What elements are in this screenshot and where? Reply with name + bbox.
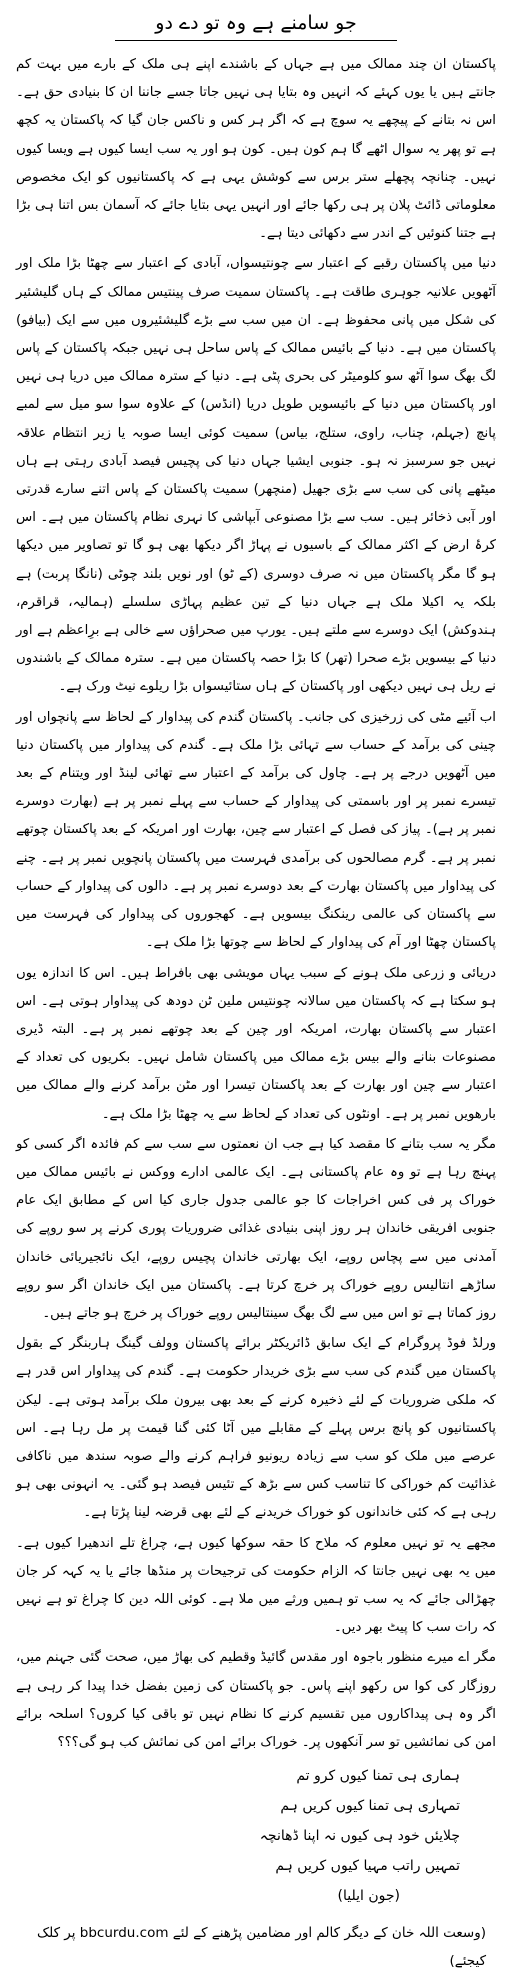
article-paragraph-7: مجھے یہ تو نہیں معلوم کہ ملاح کا حقہ سوکھا کیوں ہے، چراغ تلے اندھیرا کیوں ہے۔ میں یہ بھی نہیں جانتا کہ الزام حکومت کی ترجیحات پر منڈھا جائے یا یہ کہہ کر جان چھڑالی جائے کہ یہ سب تو ہمیں ورثے میں ملا ہے۔ کوئی اللہ دین کا چراغ تو ہے نہیں کہ رات سب کا پیٹ بھر دیں۔ xyxy=(16,1535,496,1636)
article-paragraph-1: پاکستان ان چند ممالک میں ہے جہاں کے باشندے اپنے ہی ملک کے بارے میں بہت کم جانتے ہیں یا یوں کہئے کہ انہیں وہ بتایا ہی نہیں جاتا جسے جاننا ان کا بنیادی حق ہے۔ اس نہ بتانے کے پیچھے یہ سوچ ہے کہ اگر ہر کس و ناکس جان گیا کہ پاکستان یہ کچھ ہے تو پھر یہ سوال اٹھے گا ہم کون ہیں۔ کون ہو اور یہ سب ایسا کیوں ہے ویسا کیوں نہیں۔ چنانچہ پچھلے ستر برس سے کوشش یہی ہے کہ پاکستانیوں کو ایک مخصوص معلوماتی ڈائٹ پلان پر ہی رکھا جائے اور انہیں یہی بتایا جائے کہ آسمان بس اتنا ہی بڑا ہے جتنا کنوئیں کے اندر سے دکھائی دیتا ہے۔ xyxy=(16,57,496,242)
article-paragraph-2: دنیا میں پاکستان رقبے کے اعتبار سے چونتیسواں، آبادی کے اعتبار سے چھٹا بڑا ملک اور آٹھویں علانیہ جوہری طاقت ہے۔ پاکستان سمیت صرف پینتیس ممالک کے ہاں گلیشئیر کی شکل میں پانی محفوظ ہے۔ ان میں سب سے بڑے گلیشئیروں میں سے ایک (بیافو) پاکستان میں ہے۔ دنیا کے بائیس ممالک کے پاس ساحل ہی نہیں جبکہ پاکستان کے پاس لگ بھگ سوا آٹھ سو کلومیٹر کی بحری پٹی ہے۔ دنیا کے سترہ ممالک میں دریا ہی نہیں اور پاکستان میں دنیا کے بائیسویں طویل دریا (انڈس) کے علاوہ سوا سو میل سے لمبے پانچ (جہلم، چناب، راوی، ستلج، بیاس) سمیت کوئی ایسا صوبہ یا زیر انتظام علاقہ نہیں جو سرسبز نہ ہو۔ جنوبی ایشیا جہاں دنیا کی پچیس فیصد آبادی رہتی ہے ہاں میٹھے پانی کی سب سے بڑی جھیل (منچھر) سمیت پاکستان کے پاس اتنے سارے قدرتی اور آبی ذخائر ہیں۔ سب سے بڑا مصنوعی آبپاشی کا نہری نظام پاکستان میں ہے۔ اس کرۂ ارض کے اکثر ممالک کے باسیوں نے پہاڑ اگر دیکھا بھی ہو گا تو تصاویر میں دیکھا ہو گا مگر پاکستان میں نہ صرف دوسری (کے ٹو) اور نویں بلند چوٹی (نانگا پربت) ہے بلکہ یہ اکیلا ملک ہے جہاں دنیا کے تین عظیم پہاڑی سلسلے (ہمالیہ، قراقرم، ہندوکش) ایک دوسرے سے ملتے ہیں۔ یورپ میں صحراؤں سے خالی ہے برِاعظم ہے اور دنیا کے بیسویں بڑے صحرا (تھر) کا بڑا حصہ پاکستان میں ہے۔ سترہ ممالک کے باشندوں نے ریل ہی نہیں دیکھی اور پاکستان کے ہاں ستائیسواں بڑا ریلوے نیٹ ورک ہے۔ xyxy=(16,256,496,695)
poem-line: تمہیں راتب مہیا کیوں کریں ہم xyxy=(275,1858,460,1875)
poem-line: ہماری ہی تمنا کیوں کرو تم xyxy=(296,1768,460,1785)
article-paragraph-8: مگر اے میرے منظور باجوہ اور مقدس گائیڈ وقطیم کی بھاڑ میں، صحت گئی جہنم میں، روزگار کی کوا س رکھو اپنے پاس۔ جو پاکستان کی زمین بفضل خدا پیدا کر رہی ہے اگر وہ ہی پیداکاروں میں تقسیم کرنے کا نظام نہیں تو باقی کیا کروں؟ اسلحہ برائے امن کی نمائشیں تو سر آنکھوں پر۔ خوراک برائے امن کی نمائش کب ہو گی؟؟؟ xyxy=(16,1650,496,1750)
footer-note xyxy=(16,1919,496,1975)
article-paragraph-6: ورلڈ فوڈ پروگرام کے ایک سابق ڈائریکٹر برائے پاکستان وولف گینگ ہاربنگر کے بقول پاکستان میں گندم کی سب سے بڑی خریدار حکومت ہے۔ گندم کی پیداوار اس قدر ہے کہ ملکی ضروریات کے لئے ذخیرہ کرنے کے بعد بھی بیرون ملک برآمد ہوتی ہے۔ لیکن پاکستانیوں کو پانچ برس پہلے کے مقابلے میں آٹا کئی گنا قیمت پر مل رہا ہے۔ اس عرصے میں ملک کو سب سے زیادہ ریونیو فراہم کرنے والے صوبہ سندھ میں ناکافی غذائیت کم خوراکی کا تناسب کس سے بڑھ کے تئیس فیصد ہو گئی۔ یہ انہونی بھی ہو رہی ہے کہ کئی خاندانوں کو خوراک خریدنے کے لئے بھی قرضہ لینا پڑتا ہے۔ xyxy=(16,1336,496,1521)
article-body xyxy=(16,51,496,1757)
headline-container xyxy=(16,10,496,41)
footer-link[interactable]: bbcurdu.com xyxy=(79,1925,169,1942)
article-paragraph-4: دریائی و زرعی ملک ہونے کے سبب یہاں مویشی بھی بافراط ہیں۔ اس کا اندازہ یوں ہو سکتا ہے کہ پاکستان میں سالانہ چونتیس ملین ٹن دودھ کی پیداوار ہوتی ہے۔ اس اعتبار سے پاکستان بھارت، امریکہ اور چین کے بعد چوتھے نمبر پر ہے۔ البتہ ڈیری مصنوعات بنانے والے بیس بڑے ممالک میں پاکستان شامل نہیں۔ بکریوں کی تعداد کے اعتبار سے چین اور بھارت کے بعد پاکستان تیسرا اور مٹن برآمد کرنے والے ممالک میں بارھویں نمبر پر ہے۔ اونٹوں کی تعداد کے لحاظ سے یہ چھٹا بڑا ملک ہے۔ xyxy=(16,965,496,1122)
footer-prefix: (وسعت اللہ خان کے دیگر کالم اور مضامین پڑھنے کے لئے xyxy=(172,1925,486,1942)
poem-author: (جون ایلیا) xyxy=(337,1888,400,1905)
poem-line: تمہاری ہی تمنا کیوں کریں ہم xyxy=(280,1798,460,1815)
article-paragraph-3: اب آئیے مٹی کی زرخیزی کی جانب۔ پاکستان گندم کی پیداوار کے لحاظ سے پانچواں اور چینی کی برآمد کے حساب سے تہائی بڑا ملک ہے۔ گندم کی پیداوار میں پاکستان دنیا میں آٹھویں درجے پر ہے۔ چاول کی برآمد کے اعتبار سے تھائی لینڈ اور ویتنام کے بعد تیسرے نمبر پر اور باسمتی کی پیداوار کے حساب سے پہلے نمبر پر ہے (بھارت دوسرے نمبر پر ہے)۔ پیاز کی فصل کے اعتبار سے چین، بھارت اور امریکہ کے بعد پاکستان چوتھے نمبر پر ہے۔ گرم مصالحوں کی برآمدی فہرست میں پاکستان پانچویں نمبر پر ہے۔ چنے کی پیداوار میں پاکستان بھارت کے بعد دوسرے نمبر پر ہے۔ دالوں کی پیداوار کے حساب سے پاکستان کی عالمی رینکنگ بیسویں ہے۔ کھجوروں کی پیداوار کی فہرست میں پاکستان چھٹا اور آم کی پیداوار کے لحاظ سے چوتھا بڑا ملک ہے۔ xyxy=(16,709,496,951)
poem-line: چلایئں خود ہی کیوں نہ اپنا ڈھانچہ xyxy=(259,1828,460,1845)
poem-block xyxy=(16,1761,496,1911)
article-paragraph-5: مگر یہ سب بتانے کا مقصد کیا ہے جب ان نعمتوں سے سب سے کم فائدہ اگر کسی کو پہنچ رہا ہے تو وہ عام پاکستانی ہے۔ ایک عالمی ادارے ووکس نے بائیس ممالک میں خوراک پر فی کس اخراجات کا جو عالمی جدول جاری کیا اس کے مطابق ایک عام جنوبی افریقی خاندان ہر روز اپنی بنیادی غذائی ضروریات پوری کرنے پر سو روپے کی آمدنی میں سے پچاس روپے، ایک بھارتی خاندان پچیس روپے، ایک نائجیریائی خاندان ساڑھے انتالیس روپے خوراک پر خرچ کرتا ہے۔ پاکستان میں ایک خاندان اگر سو روپے روز کماتا ہے تو اس میں سے لگ بھگ سینتالیس روپے خوراک پر خرچ ہو جاتے ہیں۔ xyxy=(16,1136,496,1321)
footer-suffix: پر کلک کیجئے) xyxy=(37,1925,486,1970)
article-headline: جو سامنے ہے وہ تو دے دو xyxy=(115,10,396,41)
